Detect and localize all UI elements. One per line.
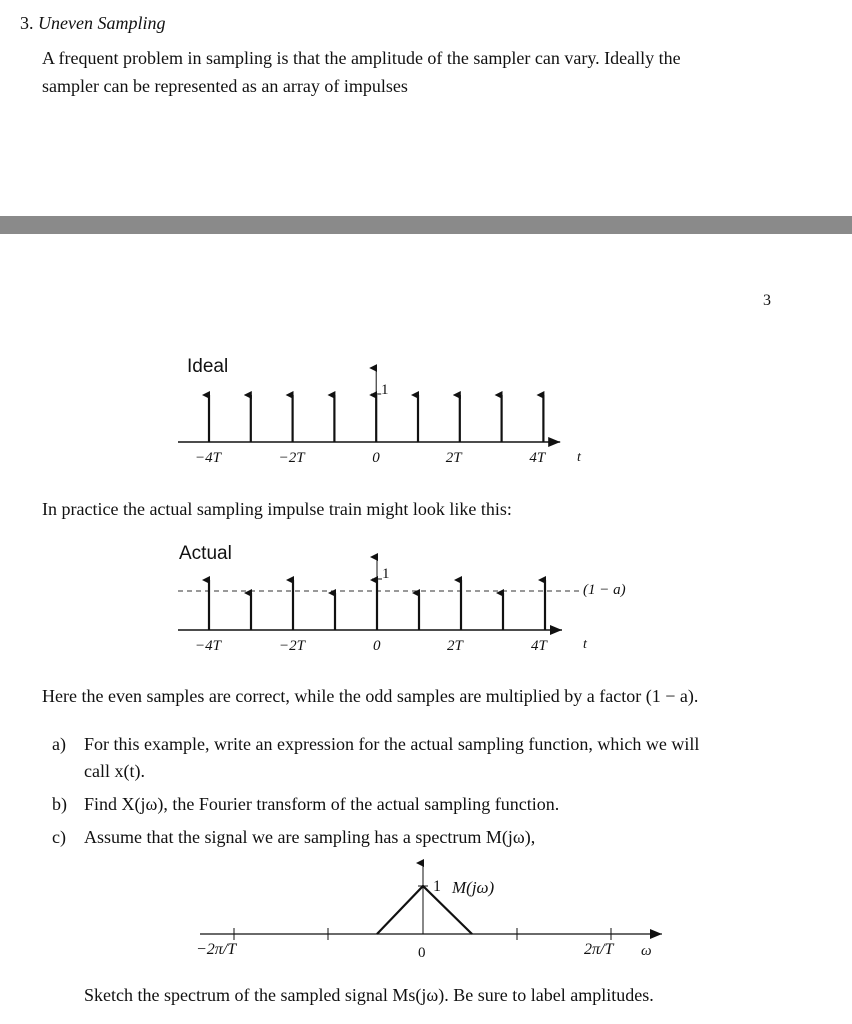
- ideal-title: Ideal: [187, 356, 229, 377]
- actual-title: Actual: [179, 543, 232, 564]
- ideal-tick-label: 4T: [529, 450, 546, 466]
- ideal-impulse-plot: [178, 368, 560, 442]
- page-number: 3: [763, 292, 771, 309]
- spectrum-tick-neg: −2π/T: [196, 941, 237, 958]
- intro-line-1: A frequent problem in sampling is that the amplitude of the sampler can vary. Ideally the: [42, 48, 681, 68]
- closing-text: Sketch the spectrum of the sampled signal Ms(jω). Be sure to label amplitudes.: [84, 985, 654, 1005]
- spectrum-tick-pos: 2π/T: [584, 941, 614, 958]
- practice-text: In practice the actual sampling impulse train might look like this:: [42, 499, 512, 519]
- question-a-line-2: call x(t).: [84, 761, 145, 781]
- actual-level-label: (1 − a): [583, 582, 626, 598]
- actual-tick-label: −2T: [279, 638, 305, 654]
- ideal-amplitude-label: 1: [381, 382, 389, 398]
- explanation-text: Here the even samples are correct, while the odd samples are multiplied by a factor (1 − a).: [42, 686, 699, 706]
- spectrum-signal-label: M(jω): [452, 878, 495, 897]
- ideal-tick-label: 0: [372, 450, 380, 466]
- actual-tick-label: 2T: [447, 638, 463, 654]
- section-heading: 3. Uneven Sampling: [20, 13, 166, 33]
- spectrum-amplitude-label: 1: [433, 878, 441, 895]
- ideal-tick-label: 2T: [445, 450, 462, 466]
- actual-tick-label: 0: [373, 638, 381, 654]
- question-b-text: Find X(jω), the Fourier transform of the actual sampling function.: [84, 794, 560, 814]
- question-a-line-1: For this example, write an expression for the actual sampling function, which we will: [84, 734, 700, 754]
- question-c-text: Assume that the signal we are sampling has a spectrum M(jω),: [84, 827, 536, 847]
- spectrum-tick-zero: 0: [418, 945, 426, 961]
- ideal-tick-label: −2T: [278, 450, 305, 466]
- spectrum-axis-label: ω: [641, 943, 652, 959]
- question-b-label: b): [52, 794, 67, 814]
- actual-impulse-plot: [178, 557, 580, 630]
- ideal-tick-label: −4T: [195, 450, 221, 466]
- intro-line-2: sampler can be represented as an array of impulses: [42, 76, 408, 96]
- actual-tick-label: 4T: [531, 638, 547, 654]
- actual-tick-label: −4T: [195, 638, 221, 654]
- question-a-label: a): [52, 734, 66, 754]
- actual-amplitude-label: 1: [382, 566, 390, 582]
- actual-axis-label: t: [583, 637, 587, 652]
- spectrum-plot: [200, 863, 662, 940]
- question-c-label: c): [52, 827, 66, 847]
- ideal-axis-label: t: [577, 450, 581, 465]
